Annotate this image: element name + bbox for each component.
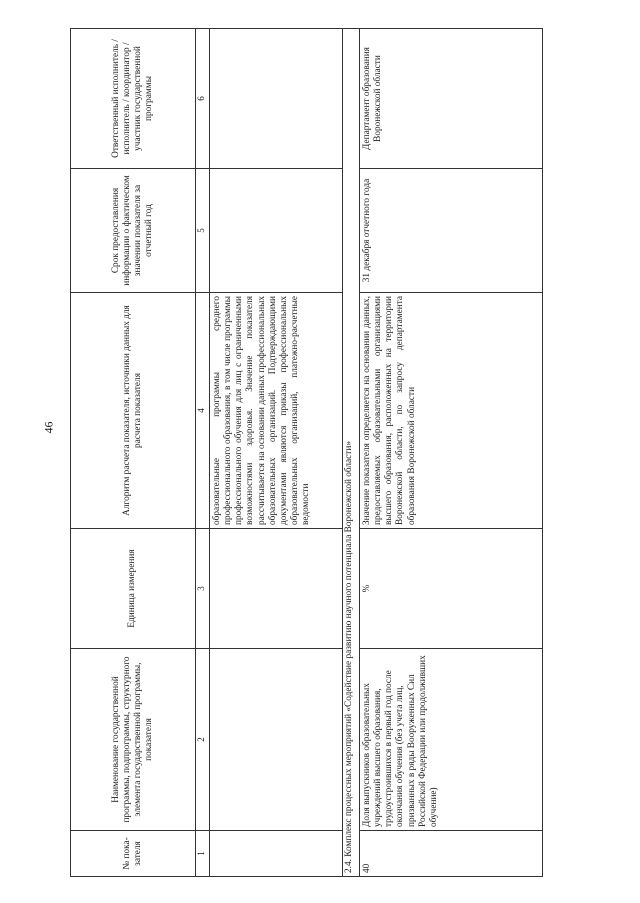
cell-number: 40 <box>360 831 543 877</box>
indicator-table <box>70 28 543 877</box>
cell-term: 31 декабря отчетного года <box>360 169 543 293</box>
cell-name: Доля выпускников образовательных учреждений высшего образования, трудоустроившихся в первый год после окончания обучения (без учета лиц, призванных в ряды Вооруженных Сил Российской Федерации или продолживших обучение) <box>360 649 543 831</box>
page-number: 46 <box>41 421 56 434</box>
cell-unit: % <box>360 529 543 649</box>
column-number: 1 <box>196 831 210 877</box>
column-number: 2 <box>196 649 210 831</box>
header-cell-unit: Единица измерения <box>71 529 196 649</box>
header-cell-responsible: Ответственный исполнитель / исполнитель / координатор / участник государственной программы <box>71 29 196 169</box>
cell-empty <box>210 29 343 169</box>
column-number-row <box>196 29 210 877</box>
header-cell-number: № пока-зателя <box>71 831 196 877</box>
cell-empty <box>210 831 343 877</box>
cell-algorithm: Значение показателя определяется на основании данных, предоставляемых образовательными организациями высшего образования, расположенных на территории Воронежской области, по запросу департамента образования Воронежской области <box>360 293 543 529</box>
header-cell-term: Срок предоставления информации о фактическом значении показателя за отчетный год <box>71 169 196 293</box>
column-number: 5 <box>196 169 210 293</box>
column-number: 6 <box>196 29 210 169</box>
table-row-40 <box>360 29 543 877</box>
cell-algorithm: образовательные программы среднего профессионального образования, в том числе программы профессионального обучения для лиц с ограниченными возможностями здоровья. Значение показателя рассчитывается на основании данных профессиональных образовательных организаций. Подтверждающими документами являются приказы профессиональных образовательных организаций, платежно-расчетные ведомости <box>210 293 343 529</box>
cell-empty <box>210 529 343 649</box>
rotated-table-wrapper <box>70 29 623 877</box>
column-number: 4 <box>196 293 210 529</box>
cell-empty <box>210 649 343 831</box>
table-row-continuation <box>210 29 343 877</box>
cell-responsible: Департамент образования Воронежской области <box>360 29 543 169</box>
header-cell-algorithm: Алгоритм расчета показателя, источники данных для расчета показателя <box>71 293 196 529</box>
section-title: 2.4. Комплекс процессных мероприятий «Содействие развитию научного потенциала Воронежской области» <box>343 29 360 877</box>
table-header-row <box>71 29 196 877</box>
column-number: 3 <box>196 529 210 649</box>
header-cell-name: Наименование государственной программы, подпрограммы, структурного элемента государственной программы, показателя <box>71 649 196 831</box>
section-row <box>343 29 360 877</box>
cell-empty <box>210 169 343 293</box>
